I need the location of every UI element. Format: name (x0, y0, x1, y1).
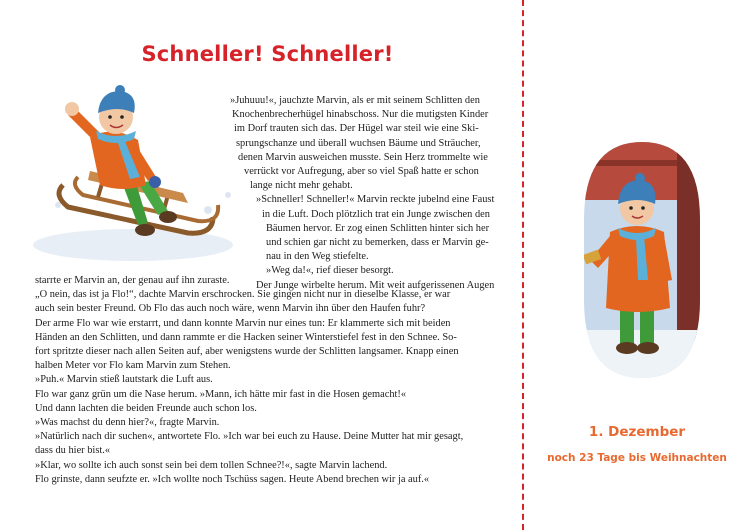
story-line: und schien gar nicht zu bemerken, dass er Marvin ge- (266, 237, 489, 249)
story-line: in die Luft. Doch plötzlich trat ein Junge zwischen den (262, 208, 490, 220)
story-line: dass du hier bist.« (35, 445, 111, 457)
story-line: „O nein, das ist ja Flo!“, dachte Marvin erschrocken. Sie gingen nicht nur in dieselbe Klasse, er war (35, 289, 451, 301)
story-line: »Natürlich nach dir suchen«, antwortete Flo. »Ich war bei euch zu Hause. Deine Mutter hat mir gesagt, (35, 431, 464, 443)
story-line: »Was machst du denn hier?«, fragte Marvin. (35, 417, 220, 429)
story-line: Der arme Flo war wie erstarrt, und dann konnte Marvin nur eines tun: Er klammerte sich mit beiden (35, 317, 451, 329)
calendar-day: 1. Dezember (588, 424, 686, 440)
story-line: »Weg da!«, rief dieser besorgt. (266, 265, 394, 277)
calendar-countdown: noch 23 Tage bis Weihnachten (547, 452, 727, 464)
story-line: Flo war ganz grün um die Nase herum. »Mann, ich hätte mir fast in die Hosen gemacht!« (35, 388, 407, 400)
story-line: »Puh.« Marvin stieß lautstark die Luft aus. (35, 374, 213, 386)
story-line: Bäumen hervor. Er zog einen Schlitten hinter sich her (266, 222, 490, 234)
right-page (524, 0, 750, 530)
story-line: »Klar, wo sollte ich auch sonst sein bei dem tollen Schnee?!«, sagte Marvin lachend. (35, 459, 388, 471)
story-line: nau in den Weg stiefelte. (266, 251, 369, 263)
story-line: »Schneller! Schneller!« Marvin reckte jubelnd eine Faust (256, 194, 495, 206)
story-line: verrückt vor Aufregung, aber so viel Spaß hatte er schon (244, 166, 479, 178)
story-line: fort spritzte dieser nach allen Seiten auf, aber wenigstens wurde der Schlitten langsamer. Knapp einen (35, 346, 459, 358)
story-line: Knochenbrecherhügel hinabschoss. Nur die mutigsten Kinder (232, 109, 489, 121)
story-title: Schneller! Schneller! (141, 42, 394, 66)
flo-illustration (582, 140, 702, 380)
story-line: Händen an den Schlitten, und dann rammte er die Hacken seiner Winterstiefel fest in den Schnee. So- (35, 331, 457, 343)
story-line: »Juhuuu!«, jauchzte Marvin, als er mit seinem Schlitten den (230, 95, 480, 106)
story-line: starrte er Marvin an, der genau auf ihn zuraste. (35, 275, 230, 286)
story-paragraph-bottom (35, 274, 510, 487)
story-line: auch sein bester Freund. Ob Flo das auch noch wäre, wenn Marvin ihn über den Haufen fuhr? (35, 303, 426, 315)
story-line: im Dorf trauten sich das. Der Hügel war steil wie eine Ski- (234, 123, 479, 135)
story-line: sprungschanze und überall wuchsen Bäume und Sträucher, (236, 137, 481, 149)
story-line: Und dann lachten die beiden Freunde auch schon los. (35, 402, 257, 414)
story-line: Der Junge wirbelte herum. Mit weit aufgerissenen Augen (256, 279, 495, 291)
story-line: denen Marvin ausweichen musste. Sein Herz trommelte wie (238, 151, 488, 163)
story-line: halben Meter vor Flo kam Marvin zum Stehen. (35, 360, 231, 372)
story-line: Flo grinste, dann seufzte er. »Ich wollte noch Tschüss sagen. Heute Abend brechen wir ja auf.« (35, 473, 430, 485)
story-paragraph-top (0, 94, 505, 293)
story-line: lange nicht mehr gehabt. (250, 180, 353, 192)
